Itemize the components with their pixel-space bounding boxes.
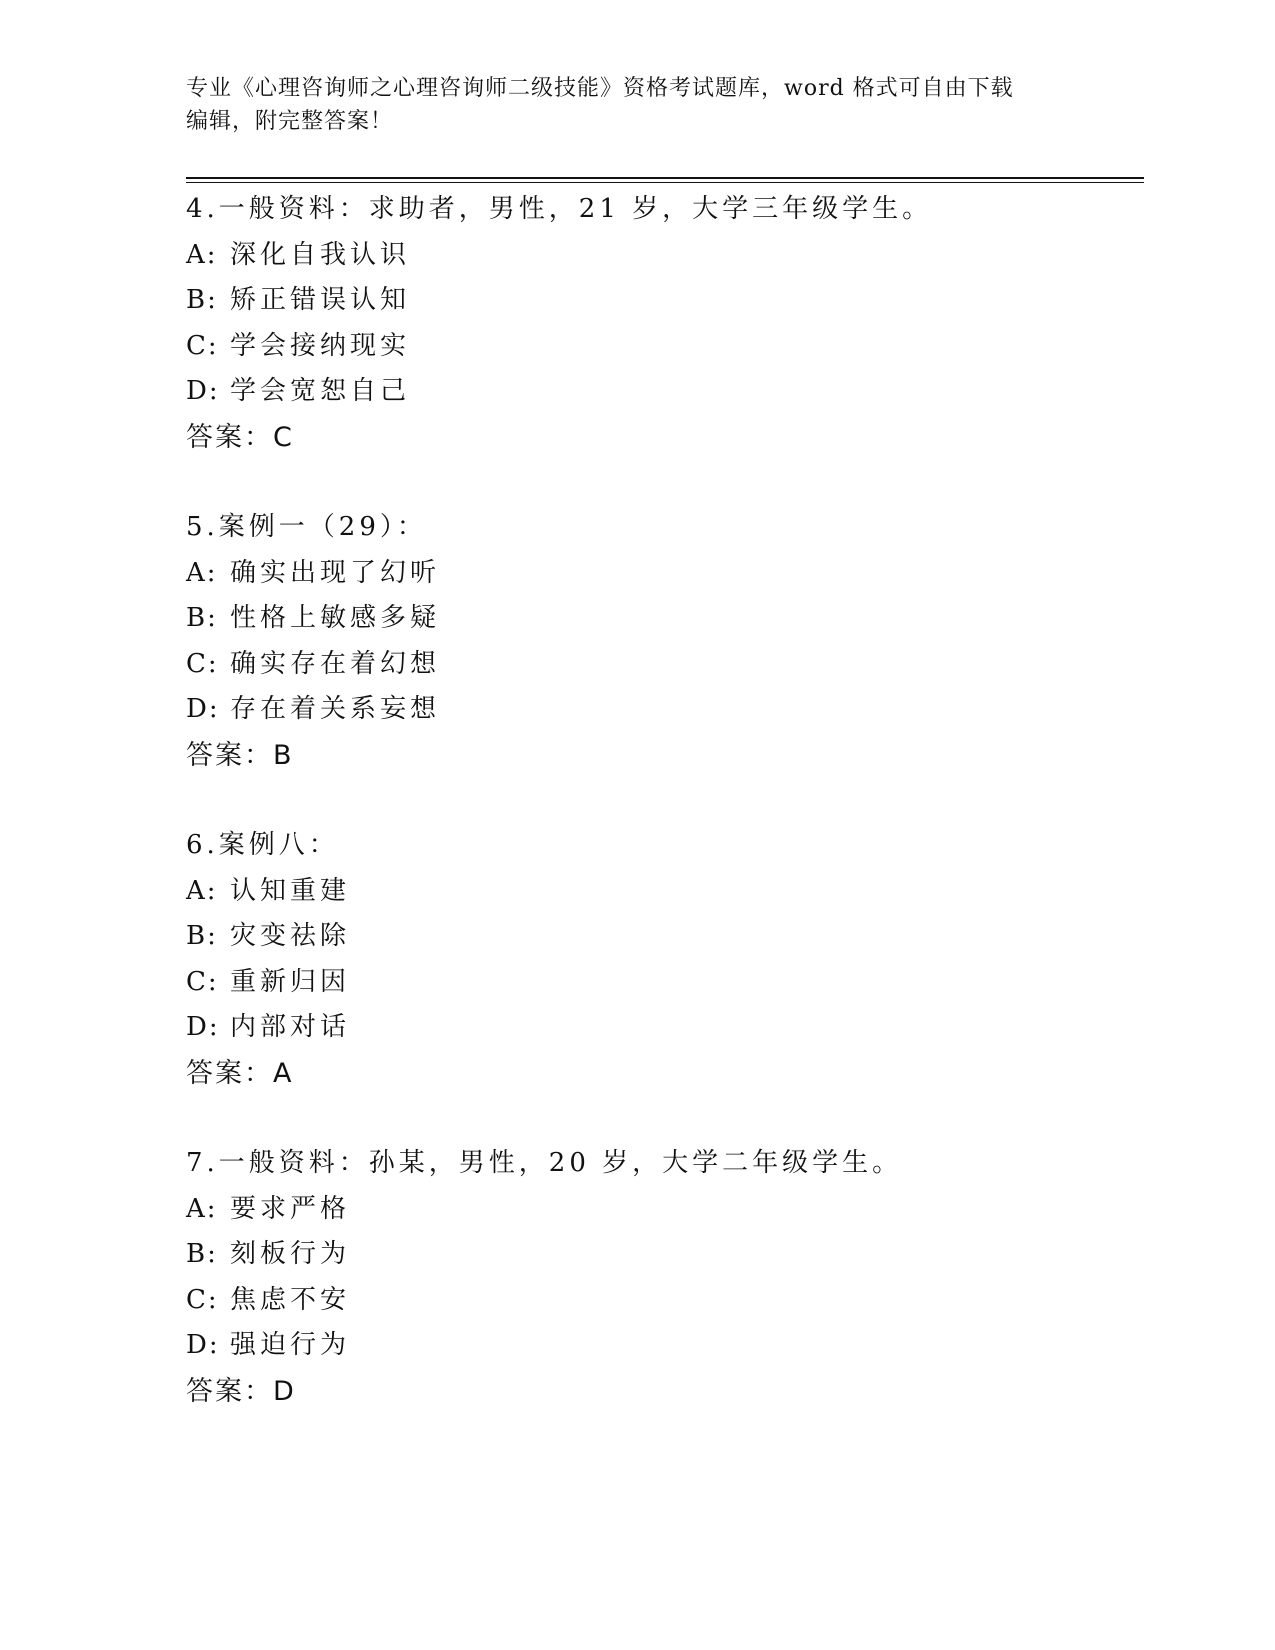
option-text: 重新归因	[230, 966, 351, 997]
header-divider-thick	[186, 177, 1144, 179]
question-stem: 5.案例一（29）：	[186, 512, 427, 542]
option-a	[186, 233, 1136, 279]
answer-line: 答案：A	[186, 1057, 294, 1089]
question-block	[186, 187, 1136, 460]
option-key: A:	[186, 557, 218, 588]
question-stem: 4.一般资料：求助者，男性，21 岁，大学三年级学生。	[186, 194, 933, 224]
option-key: C:	[186, 330, 219, 361]
option-key: B:	[186, 921, 218, 951]
option-c	[186, 642, 1136, 688]
option-d	[186, 369, 1136, 415]
question-block	[186, 505, 1136, 778]
option-key: A:	[186, 239, 218, 270]
option-b	[186, 278, 1136, 324]
option-key: C:	[186, 1284, 219, 1315]
option-key: D:	[186, 376, 220, 406]
answer-line: 答案：D	[186, 1375, 296, 1407]
option-text: 刻板行为	[230, 1239, 351, 1269]
option-text: 要求严格	[230, 1193, 351, 1224]
option-c	[186, 324, 1136, 370]
option-a	[186, 1187, 1136, 1233]
question-block	[186, 1141, 1136, 1414]
option-text: 认知重建	[230, 875, 351, 906]
option-c	[186, 960, 1136, 1006]
option-b	[186, 1232, 1136, 1278]
option-d	[186, 687, 1136, 733]
option-text: 确实存在着幻想	[230, 648, 441, 679]
option-key: A:	[186, 1193, 218, 1224]
option-text: 学会接纳现实	[230, 330, 411, 361]
option-key: C:	[186, 966, 219, 997]
question-stem: 7.一般资料：孙某，男性，20 岁，大学二年级学生。	[186, 1148, 903, 1178]
option-text: 存在着关系妄想	[230, 694, 441, 724]
answer-line: 答案：C	[186, 421, 294, 453]
question-block	[186, 823, 1136, 1096]
option-d	[186, 1323, 1136, 1369]
option-text: 矫正错误认知	[230, 285, 411, 315]
question-stem: 6.案例八：	[186, 830, 339, 860]
header-line-2: 编辑，附完整答案！	[186, 109, 394, 134]
option-key: D:	[186, 694, 220, 724]
option-text: 性格上敏感多疑	[230, 603, 441, 633]
option-text: 强迫行为	[230, 1330, 351, 1360]
option-b	[186, 914, 1136, 960]
option-text: 灾变祛除	[230, 921, 351, 951]
document-header	[186, 72, 1066, 138]
option-text: 学会宽恕自己	[230, 376, 411, 406]
option-text: 焦虑不安	[230, 1284, 351, 1315]
option-text: 深化自我认识	[230, 239, 411, 270]
option-key: D:	[186, 1330, 220, 1360]
option-key: A:	[186, 875, 218, 906]
option-d	[186, 1005, 1136, 1051]
option-c	[186, 1278, 1136, 1324]
option-key: B:	[186, 603, 218, 633]
option-b	[186, 596, 1136, 642]
option-key: B:	[186, 285, 218, 315]
header-line-1: 专业《心理咨询师之心理咨询师二级技能》资格考试题库，word 格式可自由下载	[186, 76, 1014, 101]
header-divider-thin	[186, 182, 1144, 183]
option-a	[186, 551, 1136, 597]
option-a	[186, 869, 1136, 915]
option-key: B:	[186, 1239, 218, 1269]
option-key: C:	[186, 648, 219, 679]
option-text: 确实出现了幻听	[230, 557, 441, 588]
answer-line: 答案：B	[186, 739, 294, 771]
option-key: D:	[186, 1012, 220, 1042]
option-text: 内部对话	[230, 1012, 351, 1042]
